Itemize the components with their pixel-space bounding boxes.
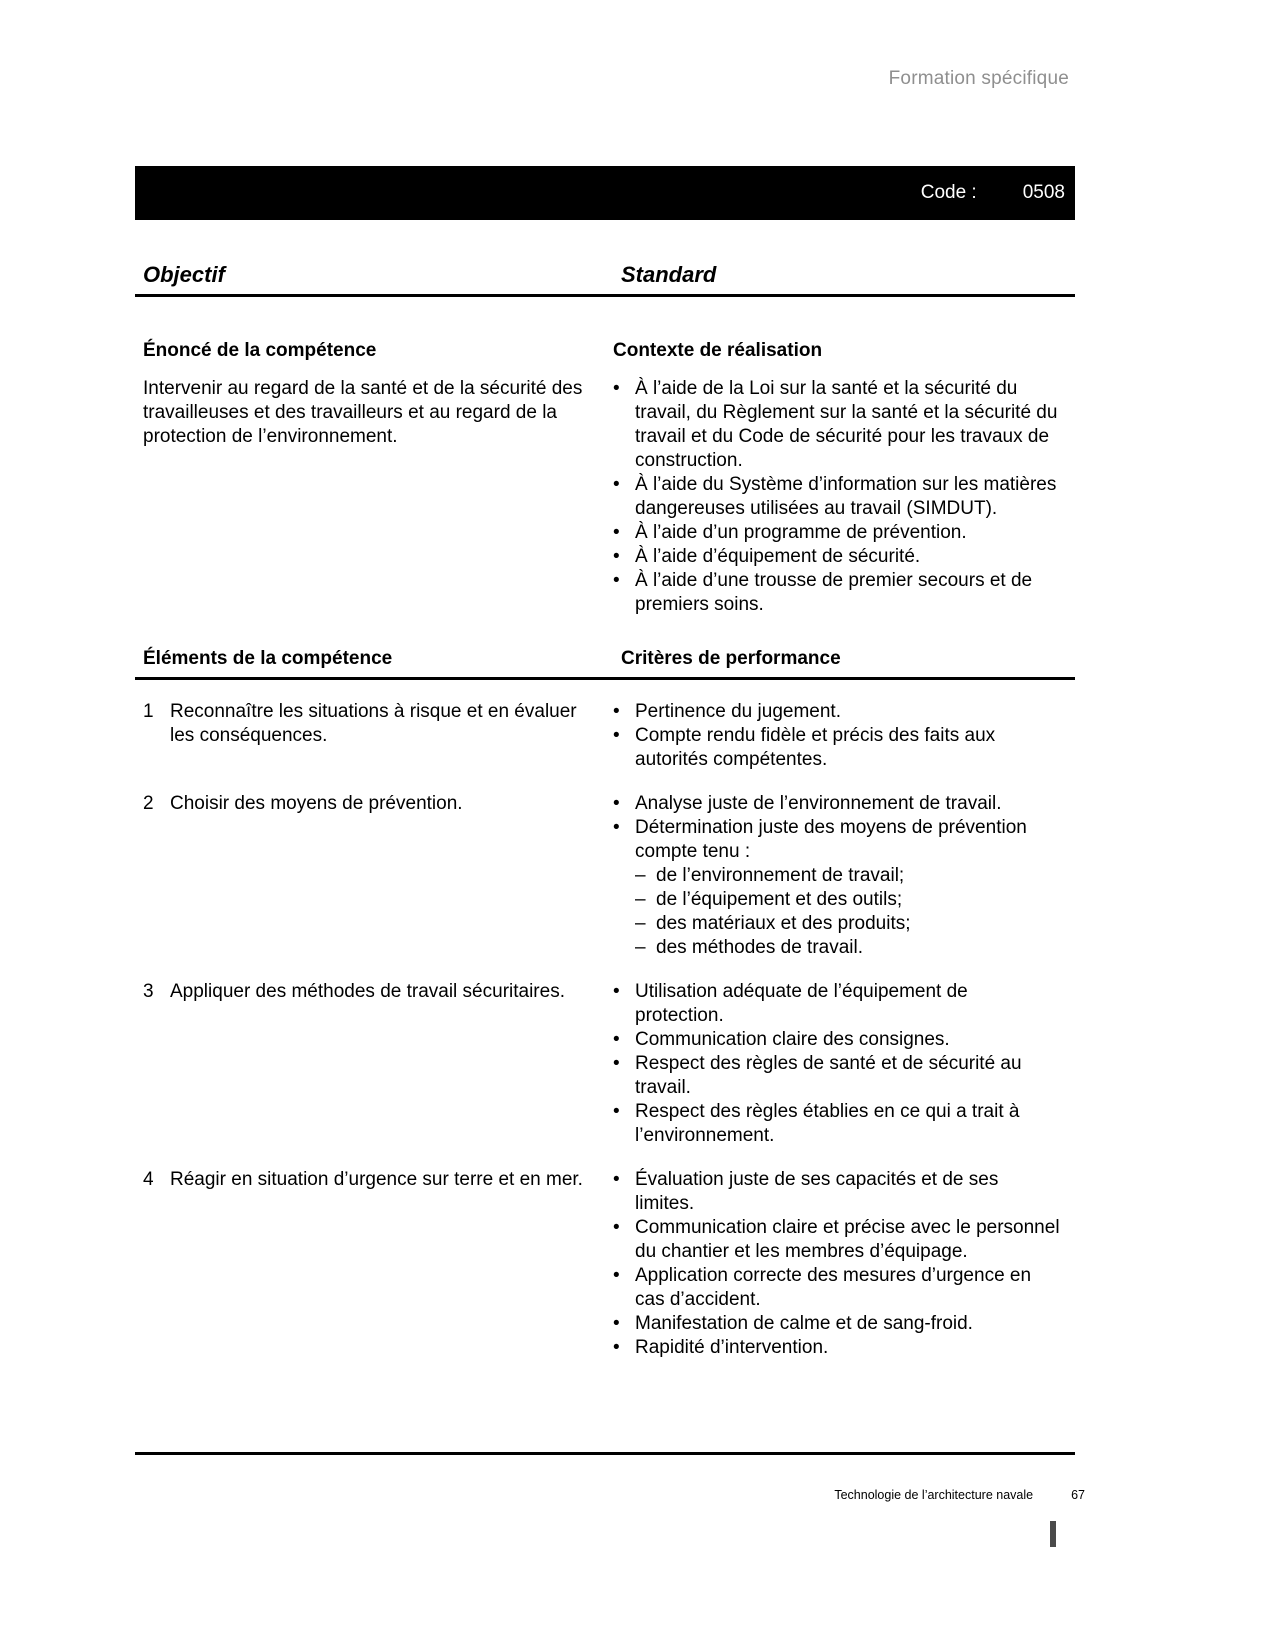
section2-rule xyxy=(135,677,1075,680)
contexte-column xyxy=(613,339,1061,617)
section-enonce-contexte xyxy=(135,339,1075,617)
bullet-icon: • xyxy=(613,1217,620,1238)
element-text: Réagir en situation d’urgence sur terre et en mer. xyxy=(170,1169,583,1190)
competence-row xyxy=(135,980,1075,1148)
bullet-list-item xyxy=(613,792,1061,816)
item-text: Pertinence du jugement. xyxy=(635,701,841,722)
bullet-icon: • xyxy=(613,1053,620,1074)
item-text: À l’aide d’une trousse de premier secours et de premiers soins. xyxy=(635,570,1033,615)
item-text: des matériaux et des produits; xyxy=(656,913,911,934)
item-text: Évaluation juste de ses capacités et de ses limites. xyxy=(635,1169,999,1214)
item-text: À l’aide d’équipement de sécurité. xyxy=(635,546,921,567)
bullet-list-item xyxy=(613,1168,1061,1216)
item-text: À l’aide de la Loi sur la santé et la sécurité du travail, du Règlement sur la santé et la sécurité du travail et du Code de sécurité pour les travaux de construction. xyxy=(635,378,1058,471)
competence-row xyxy=(135,1168,1075,1360)
sub-list-item xyxy=(613,888,1061,912)
bullet-list-item xyxy=(613,980,1061,1028)
bullet-icon: • xyxy=(613,1029,620,1050)
standard-title: Standard xyxy=(621,262,717,287)
section2-headers xyxy=(135,647,1075,671)
element-number: 2 xyxy=(143,793,154,814)
bullet-icon: • xyxy=(613,570,620,591)
bullet-icon: • xyxy=(613,378,620,399)
footer-page-number: 67 xyxy=(1071,1488,1085,1502)
item-text: À l’aide d’un programme de prévention. xyxy=(635,522,967,543)
bullet-list-item xyxy=(613,1052,1061,1100)
enonce-paragraph: Intervenir au regard de la santé et de la sécurité des travailleuses et des travailleurs et au regard de la protection de l’environnement. xyxy=(143,378,583,447)
sub-list-item xyxy=(613,912,1061,936)
item-text: Respect des règles établies en ce qui a trait à l’environnement. xyxy=(635,1101,1020,1146)
document-content xyxy=(135,262,1075,1380)
element-cell xyxy=(135,980,613,1148)
element-number: 3 xyxy=(143,981,154,1002)
contexte-heading: Contexte de réalisation xyxy=(613,340,823,361)
item-text: À l’aide du Système d’information sur les matières dangereuses utilisées au travail (SIMDUT). xyxy=(635,474,1057,519)
header-rule xyxy=(135,294,1075,297)
item-text: Manifestation de calme et de sang-froid. xyxy=(635,1313,973,1334)
bullet-list-item xyxy=(613,1028,1061,1052)
item-text: de l’équipement et des outils; xyxy=(656,889,903,910)
enonce-heading: Énoncé de la compétence xyxy=(143,340,377,361)
corner-mark xyxy=(1050,1521,1056,1547)
bullet-list-item xyxy=(613,700,1061,724)
enonce-column xyxy=(135,339,613,617)
competence-row xyxy=(135,792,1075,960)
item-text: Application correcte des mesures d’urgence en cas d’accident. xyxy=(635,1265,1032,1310)
sub-list-item xyxy=(613,864,1061,888)
dash-icon: – xyxy=(635,913,646,934)
bullet-icon: • xyxy=(613,981,620,1002)
code-value: 0508 xyxy=(1022,182,1065,203)
bullet-icon: • xyxy=(613,701,620,722)
item-text: Rapidité d’intervention. xyxy=(635,1337,829,1358)
bullet-list-item xyxy=(613,1312,1061,1336)
bullet-icon: • xyxy=(613,1101,620,1122)
code-bar xyxy=(135,166,1075,220)
bullet-icon: • xyxy=(613,1313,620,1334)
item-text: des méthodes de travail. xyxy=(656,937,864,958)
bullet-icon: • xyxy=(613,817,620,838)
competence-rows xyxy=(135,700,1075,1360)
criteria-list xyxy=(613,980,1061,1148)
bullet-list-item xyxy=(613,816,1061,864)
bullet-icon: • xyxy=(613,474,620,495)
criteres-heading: Critères de performance xyxy=(621,648,841,669)
elements-heading: Éléments de la compétence xyxy=(143,648,393,669)
footer-rule xyxy=(135,1452,1075,1455)
competence-row xyxy=(135,700,1075,772)
element-number: 1 xyxy=(143,701,154,722)
item-text: Détermination juste des moyens de prévention compte tenu : xyxy=(635,817,1027,862)
element-text: Choisir des moyens de prévention. xyxy=(170,793,463,814)
bullet-list-item xyxy=(613,1264,1061,1312)
code-label: Code : xyxy=(920,182,977,203)
bullet-list-item xyxy=(613,545,1061,569)
objectif-title: Objectif xyxy=(143,262,225,287)
bullet-list-item xyxy=(613,724,1061,772)
element-cell xyxy=(135,792,613,960)
column-headers xyxy=(135,262,1075,288)
bullet-list-item xyxy=(613,1216,1061,1264)
element-text: Reconnaître les situations à risque et en évaluer les conséquences. xyxy=(170,701,577,746)
footer-document-title: Technologie de l’architecture navale xyxy=(834,1488,1034,1502)
item-text: Utilisation adéquate de l’équipement de protection. xyxy=(635,981,968,1026)
bullet-list-item xyxy=(613,1100,1061,1148)
bullet-icon: • xyxy=(613,546,620,567)
dash-icon: – xyxy=(635,937,646,958)
contexte-bullet-list xyxy=(613,377,1061,617)
item-text: Respect des règles de santé et de sécurité au travail. xyxy=(635,1053,1022,1098)
item-text: Compte rendu fidèle et précis des faits aux autorités compétentes. xyxy=(635,725,996,770)
bullet-list-item xyxy=(613,1336,1061,1360)
dash-icon: – xyxy=(635,865,646,886)
item-text: Communication claire des consignes. xyxy=(635,1029,950,1050)
element-cell xyxy=(135,700,613,772)
bullet-icon: • xyxy=(613,1337,620,1358)
bullet-list-item xyxy=(613,377,1061,473)
bullet-icon: • xyxy=(613,522,620,543)
item-text: Communication claire et précise avec le personnel du chantier et les membres d’équipage. xyxy=(635,1217,1060,1262)
page-footer xyxy=(834,1488,1085,1502)
criteria-list xyxy=(613,700,1061,772)
sub-list-item xyxy=(613,936,1061,960)
criteria-list xyxy=(613,1168,1061,1360)
page-category: Formation spécifique xyxy=(888,68,1069,89)
bullet-icon: • xyxy=(613,725,620,746)
item-text: Analyse juste de l’environnement de travail. xyxy=(635,793,1002,814)
criteria-list xyxy=(613,792,1061,960)
bullet-icon: • xyxy=(613,1169,620,1190)
element-number: 4 xyxy=(143,1169,154,1190)
bullet-list-item xyxy=(613,473,1061,521)
bullet-icon: • xyxy=(613,1265,620,1286)
bullet-list-item xyxy=(613,569,1061,617)
item-text: de l’environnement de travail; xyxy=(656,865,905,886)
bullet-list-item xyxy=(613,521,1061,545)
element-cell xyxy=(135,1168,613,1360)
bullet-icon: • xyxy=(613,793,620,814)
element-text: Appliquer des méthodes de travail sécuritaires. xyxy=(170,981,565,1002)
dash-icon: – xyxy=(635,889,646,910)
